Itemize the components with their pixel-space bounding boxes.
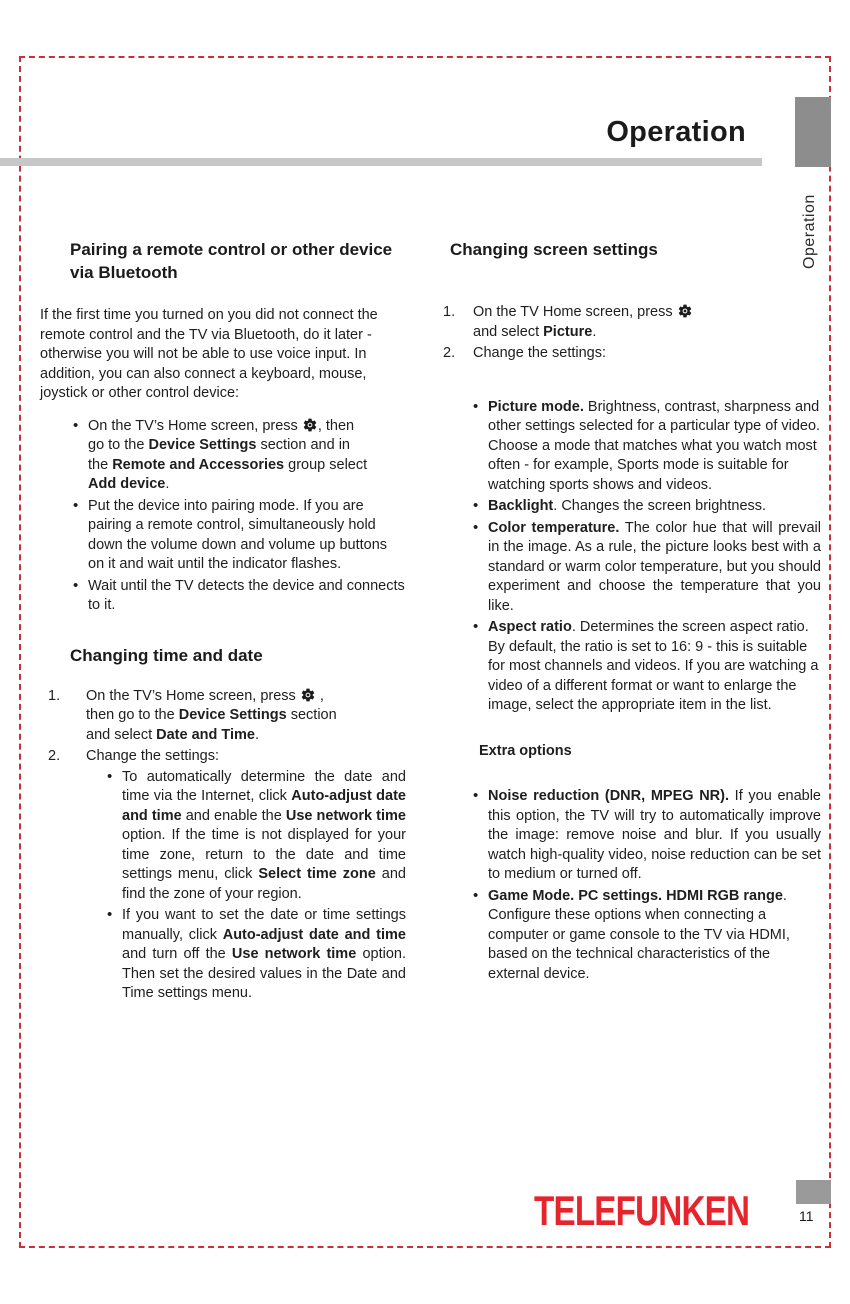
page-title: Operation [606,116,746,148]
extra-options-bullet-list [443,787,821,984]
list-item: • Put the device into pairing mode. If you are pairing a remote control, simultaneously hold down the volume down and volume up buttons on it and wait until the indicator flashes. [88,497,406,575]
paragraph-pairing-intro: If the first time you turned on you did not connect the remote control and the TV via Bluetooth, do it later - otherwise you will not be able to use voice input. In addition, you can also connect a keyboard, mouse, joystick or other control device: [40,307,378,401]
step-text: Change the settings: [473,345,607,361]
list-item: • Aspect ratio. Determines the screen aspect ratio. By default, the ratio is set to 16: 9 - this is suitable for most channels and videos. If you are watching a video of a different format or want to enlarge the image, select the appropriate item in the list. [488,618,821,716]
gear-icon [302,417,318,433]
section-tab-label: Operation [801,194,818,270]
pairing-bullet-list [40,417,406,616]
heading-time-date: Changing time and date [70,645,263,665]
step-number: 2. [48,748,61,764]
heading-screen-settings: Changing screen settings [450,240,658,259]
numbered-step [40,747,406,1006]
step-text: On the TV’s Home screen, press , then go to the Device Settings section and select Date and Time. [86,687,337,743]
step-text: On the TV Home screen, press and select Picture. [473,303,821,342]
left-column [40,238,406,1008]
numbered-step [443,344,821,364]
list-item: • On the TV’s Home screen, press , then go to the Device Settings section and in the Remote and Accessories group select Add device. [88,417,406,495]
gear-icon [300,687,316,703]
list-item: • Color temperature. The color hue that will prevail in the image. As a rule, the picture looks best with a standard or warm color temperature, but you should experiment and choose the temperature that you like. [488,519,821,617]
time-date-sub-bullets [86,768,406,1004]
numbered-step [40,687,406,746]
subheading-extra-options: Extra options [479,742,572,759]
numbered-step [443,303,821,342]
page-number: 11 [799,1208,814,1224]
section-tab-marker [795,97,831,167]
list-item: • Noise reduction (DNR, MPEG NR). If you enable this option, the TV will try to automatically improve the image: remove noise and blur. If you usually watch high-quality video, noise reduction can be set to medium or turned off. [488,787,821,885]
list-item: • Game Mode. PC settings. HDMI RGB range. Configure these options when connecting a computer or game console to the TV via HDMI, based on the technical characteristics of the external device. [488,887,821,985]
screen-settings-bullet-list [443,398,821,716]
step-text: Change the settings: [86,748,220,764]
gear-icon [677,303,693,319]
step-number: 1. [48,687,61,704]
header-rule [0,158,762,166]
step-number: 2. [443,345,456,361]
right-column [443,238,821,986]
list-item: • Wait until the TV detects the device and connects to it. [88,577,406,616]
footer-square-marker [796,1180,831,1204]
list-item: • Picture mode. Brightness, contrast, sharpness and other settings selected for a particular type of video. Choose a mode that matches what you watch most often - for example, Sports mode is suitable for watching sports shows and videos. [488,398,821,496]
list-item: • To automatically determine the date and time via the Internet, click Auto-adjust date and time and enable the Use network time option. If the time is not displayed for your time zone, return to the date and time settings menu, click Select time zone and find the zone of your region. [122,768,406,905]
heading-pairing: Pairing a remote control or other device via Bluetooth [70,240,393,282]
list-item: • Backlight. Changes the screen brightness. [488,497,821,517]
list-item: • If you want to set the date or time settings manually, click Auto-adjust date and time and turn off the Use network time option. Then set the desired values in the Date and Time settings menu. [122,906,406,1004]
brand-logo: TELEFUNKEN [534,1187,750,1234]
step-number: 1. [443,304,456,320]
